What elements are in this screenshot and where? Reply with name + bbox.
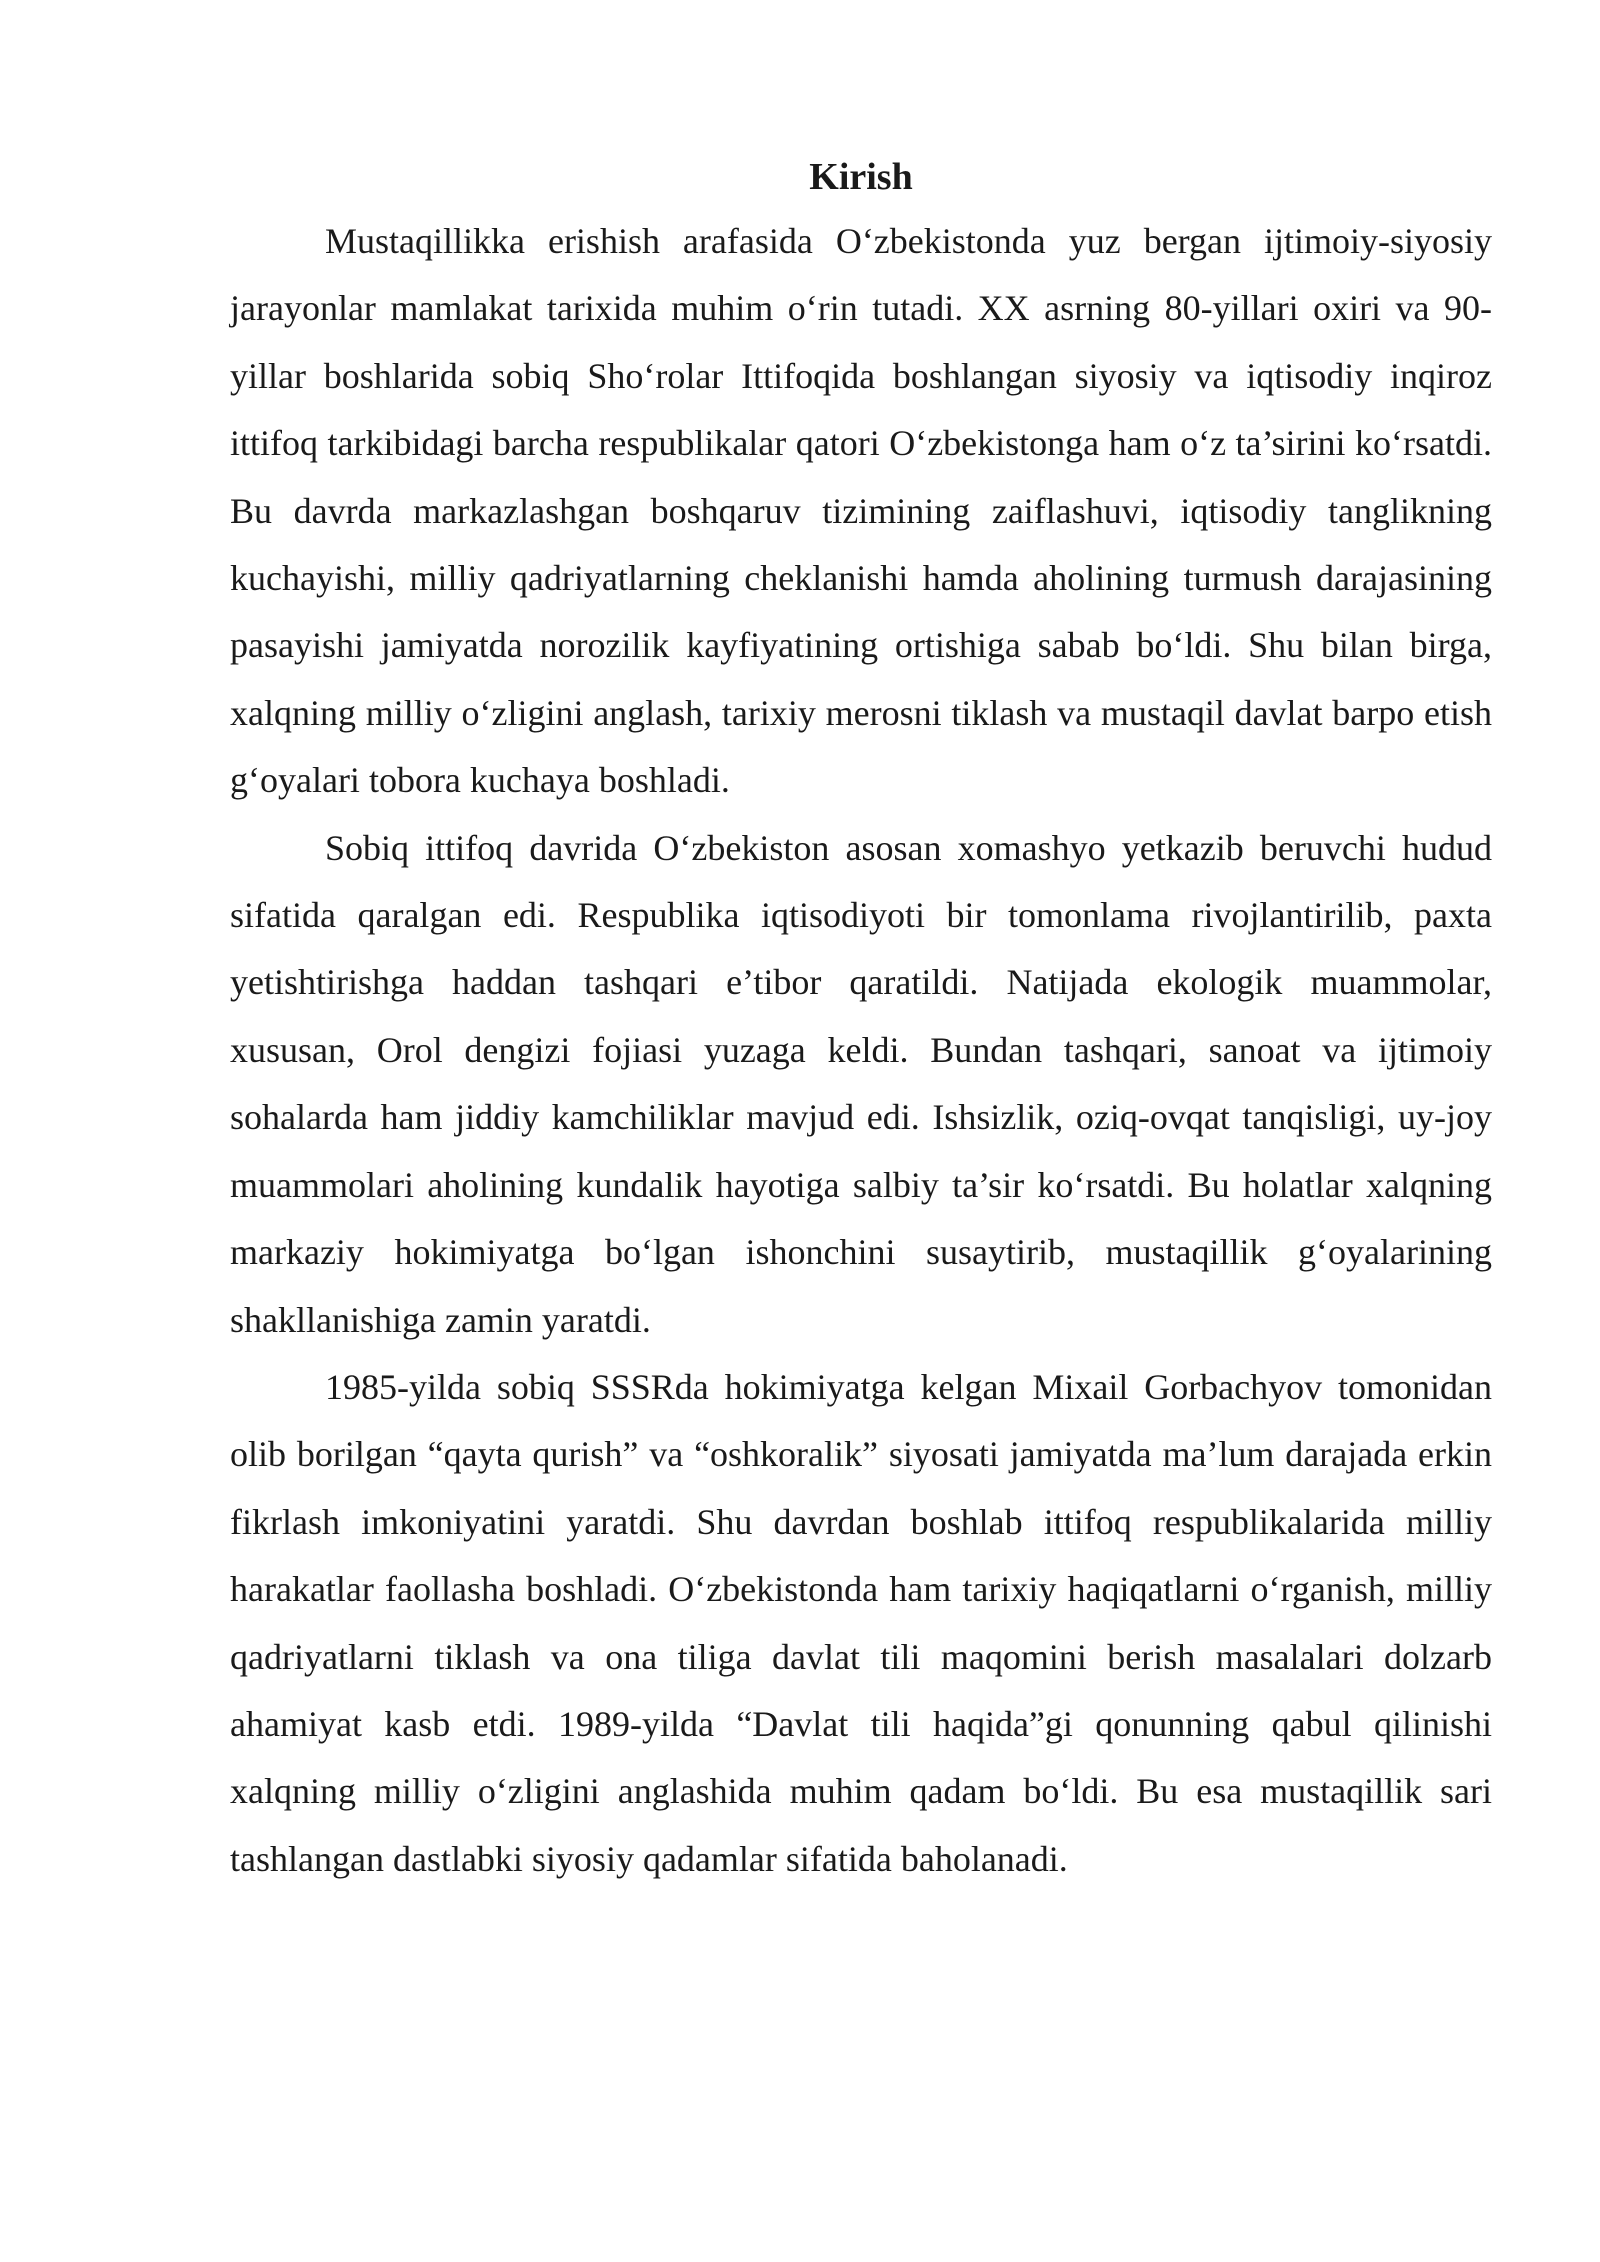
paragraph-2: Sobiq ittifoq davrida O‘zbekiston asosan xomashyo yetkazib beruvchi hudud sifatida qaralgan edi. Respublika iqtisodiyoti bir tomonlama rivojlantirilib, paxta yetishtirishga haddan tashqari e’tibor qaratildi. Natijada ekologik muammolar, xususan, Orol dengizi fojiasi yuzaga keldi. Bundan tashqari, sanoat va ijtimoiy sohalarda ham jiddiy kamchiliklar mavjud edi. Ishsizlik, oziq-ovqat tanqisligi, uy-joy muammolari aholining kundalik hayotiga salbiy ta’sir ko‘rsatdi. Bu holatlar xalqning markaziy hokimiyatga bo‘lgan ishonchini susaytirib, mustaqillik g‘oyalarining shakllanishiga zamin yaratdi. — [230, 827, 1492, 1340]
paragraph-3: 1985-yilda sobiq SSSRda hokimiyatga kelgan Mixail Gorbachyov tomonidan olib borilgan “qayta qurish” va “oshkoralik” siyosati jamiyatda ma’lum darajada erkin fikrlash imkoniyatini yaratdi. Shu davrdan boshlab ittifoq respublikalarida milliy harakatlar faollasha boshladi. O‘zbekistonda ham tarixiy haqiqatlarni o‘rganish, milliy qadriyatlarni tiklash va ona tiliga davlat tili maqomini berish masalalari dolzarb ahamiyat kasb etdi. 1989-yilda “Davlat tili haqida”gi qonunning qabul qilinishi xalqning milliy o‘zligini anglashida muhim qadam bo‘ldi. Bu esa mustaqillik sari tashlangan dastlabki siyosiy qadamlar sifatida baholanadi. — [230, 1366, 1492, 1879]
document-body — [230, 146, 1492, 1893]
paragraph-1: Mustaqillikka erishish arafasida O‘zbekistonda yuz bergan ijtimoiy-siyosiy jarayonlar mamlakat tarixida muhim o‘rin tutadi. XX asrning 80-yillari oxiri va 90-yillar boshlarida sobiq Sho‘rolar Ittifoqida boshlangan siyosiy va iqtisodiy inqiroz ittifoq tarkibidagi barcha respublikalar qatori O‘zbekistonga ham o‘z ta’sirini ko‘rsatdi. Bu davrda markazlashgan boshqaruv tizimining zaiflashuvi, iqtisodiy tanglikning kuchayishi, milliy qadriyatlarning cheklanishi hamda aholining turmush darajasining pasayishi jamiyatda norozilik kayfiyatining ortishiga sabab bo‘ldi. Shu bilan birga, xalqning milliy o‘zligini anglash, tarixiy merosni tiklash va mustaqil davlat barpo etish g‘oyalari tobora kuchaya boshladi. — [230, 221, 1492, 801]
page-title: Kirish — [809, 156, 913, 198]
